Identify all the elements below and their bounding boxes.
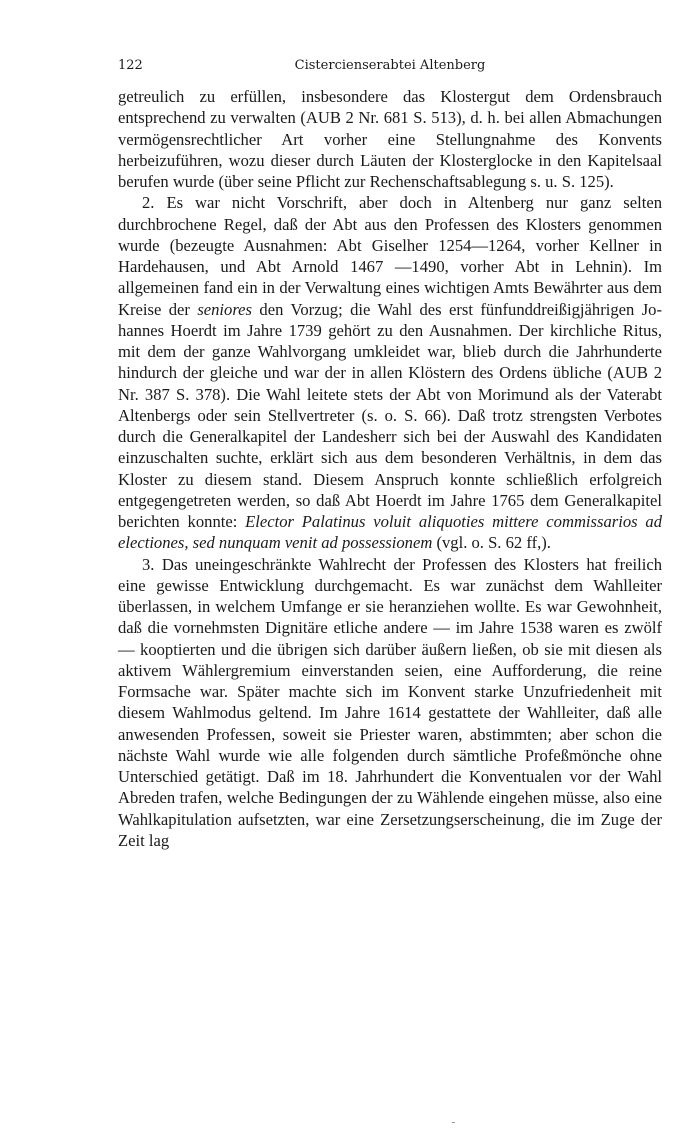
running-head — [118, 58, 662, 86]
text-segment: den Vorzug; die Wahl des erst fünfunddreißigjährigen Johannes Hoerdt im Jahre 1739 gehört zu den Ausnahmen. Der kirchliche Ritus, mit dem der ganze Wahlvorgang umkleidet war, blieb durch die Jahrhunderte hindurch der gleiche und war der in allen Klöstern des Ordens übliche (AUB 2 Nr. 387 S. 378). Die Wahl leitete stets der Abt von Morimund als der Vaterabt Altenbergs oder sein Stellvertreter (s. o. S. 66). Daß trotz strengsten Verbotes durch die Generalkapitel der Landesherr sich bei der Auswahl des Kandidaten einzuschalten suchte, erklärt sich aus dem besonderen Verhältnis, in dem das Kloster zu diesem stand. Diesem Anspruch konnte schließlich erfolgreich entgegengetreten werden, so daß Abt Hoerdt im Jahre 1765 dem Generalkapitel berichten konnte: — [118, 299, 662, 531]
paragraph-continuation — [118, 86, 662, 192]
print-speck — [452, 1122, 455, 1123]
latin-quote: Elector Palatinus voluit aliquoties mittere commissarios ad electiones, sed nunquam venit ad possessionem — [118, 512, 662, 553]
text-segment: 2. Es war nicht Vorschrift, aber doch in Altenberg nur ganz selten durchbrochene Regel, daß der Abt aus den Professen des Klosters genommen wurde (bezeugte Ausnahmen: Abt Giselher 1254—1264, vorher Kellner in Hardehausen, und Abt Arnold 1467 —1490, vorher Abt in Lehnin). Im allgemeinen fand ein in der Verwaltung eines wichtigen Amts Bewährter aus dem Kreise der — [118, 193, 662, 319]
text-segment: (vgl. o. S. 62 ff,). — [432, 533, 551, 553]
paragraph-3-election-right — [118, 554, 662, 852]
latin-term: seniores — [197, 299, 253, 319]
text-segment: 3. Das uneingeschränkte Wahlrecht der Professen des Klosters hat freilich eine gewisse Entwicklung durchgemacht. Es war zunächst dem Wahlleiter überlassen, in welchem Umfange er sie heranziehen wollte. Es war Gewohnheit, daß die vornehmsten Dignitäre etliche andere — im Jahre 1538 waren es zwölf — kooptierten und die übrigen sich darüber äußern ließen, ob sie mit diesen als aktivem Wählergremium einverstanden seien, eine Aufforderung, die reine Formsache war. Später machte sich im Konvent starke Unzufriedenheit mit diesem Wahlmodus geltend. Im Jahre 1614 gestattete der Wahlleiter, daß alle anwesenden Professen, soweit sie Priester waren, abstimmten; aber schon die nächste Wahl wurde wie alle folgenden durch sämtliche Profeßmönche ohne Unterschied getätigt. Daß im 18. Jahrhundert die Konventualen vor der Wahl Abreden trafen, welche Bedingungen der zu Wählende eingehen müsse, also eine Wahlkapitulation aufsetzten, war eine Zersetzungserscheinung, die im Zuge der Zeit lag — [118, 554, 662, 850]
text-segment: getreulich zu erfüllen, insbesondere das Klostergut dem Ordensbrauch entsprechend zu verwalten (AUB 2 Nr. 681 S. 513), d. h. bei allen Abmachungen vermögensrechtlicher Art vorher eine Stellungnahme des Konvents herbeizuführen, wozu dieser durch Läuten der Klosterglocke in den Kapitelsaal berufen wurde (über seine Pflicht zur Rechenschaftsablegung s. u. S. 125). — [118, 87, 662, 191]
paragraph-2-abbot-origin — [118, 192, 662, 553]
running-title: Cistercienserabtei Altenberg — [294, 58, 486, 73]
page-number: 122 — [118, 58, 143, 73]
book-page — [118, 58, 662, 851]
body-text — [118, 86, 662, 851]
